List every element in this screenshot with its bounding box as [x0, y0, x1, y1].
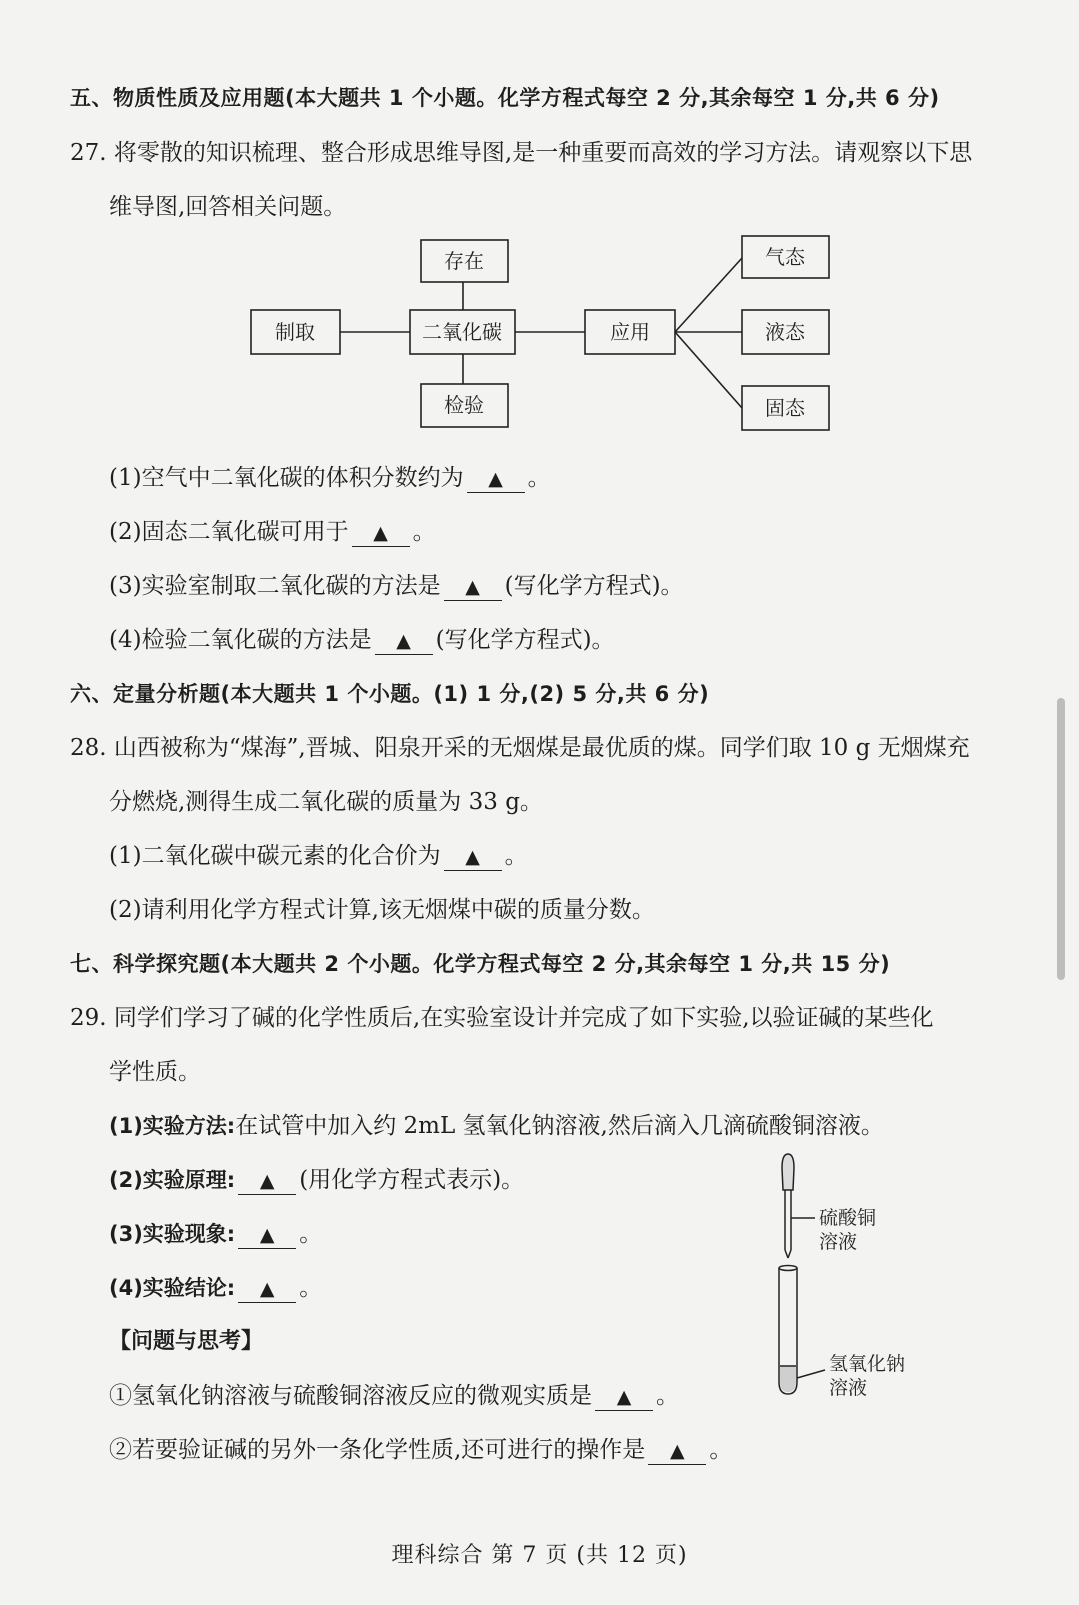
q29-think-1: ①氢氧化钠溶液与硫酸铜溶液反应的微观实质是 ▲ 。	[109, 1383, 679, 1409]
answer-blank: ▲	[444, 573, 502, 601]
dropper-label-line1: 硫酸铜	[819, 1207, 877, 1229]
answer-blank: ▲	[238, 1221, 296, 1249]
q29-part3: (3)实验现象: ▲ 。	[109, 1221, 323, 1247]
tube-label-line1: 氢氧化钠	[829, 1353, 906, 1375]
answer-blank: ▲	[444, 843, 502, 871]
answer-blank: ▲	[595, 1383, 653, 1411]
q27-part4: (4)检验二氧化碳的方法是 ▲ (写化学方程式)。	[109, 627, 615, 653]
vertical-scrollbar[interactable]	[1057, 698, 1065, 980]
tube-label-line2: 溶液	[829, 1377, 868, 1399]
q29-stem-line2: 学性质。	[109, 1059, 201, 1085]
section-7-title: 七、科学探究题(本大题共 2 个小题。化学方程式每空 2 分,其余每空 1 分,共 15 分)	[70, 952, 891, 976]
co2-mind-map	[0, 232, 1079, 442]
q29-part2: (2)实验原理: ▲ (用化学方程式表示)。	[109, 1167, 525, 1193]
q28-stem-line2: 分燃烧,测得生成二氧化碳的质量为 33 g。	[109, 789, 543, 815]
mind-map-branch-label-1: 气态	[765, 245, 805, 269]
answer-blank: ▲	[648, 1437, 706, 1465]
answer-blank: ▲	[375, 627, 433, 655]
mind-map-left-label: 制取	[275, 320, 315, 344]
q28-stem-line1: 28. 山西被称为“煤海”,晋城、阳泉开采的无烟煤是最优质的煤。同学们取 10 g 无烟煤充	[70, 735, 970, 761]
q27-stem-line1: 27. 将零散的知识梳理、整合形成思维导图,是一种重要而高效的学习方法。请观察以下思	[70, 140, 973, 166]
q29-think-2: ②若要验证碱的另外一条化学性质,还可进行的操作是 ▲ 。	[109, 1437, 733, 1463]
dropper-label-line2: 溶液	[819, 1231, 858, 1253]
answer-blank: ▲	[238, 1275, 296, 1303]
test-tube-figure	[770, 1150, 970, 1420]
mind-map-right-label: 应用	[610, 320, 650, 344]
q29-part1: (1)实验方法:在试管中加入约 2mL 氢氧化钠溶液,然后滴入几滴硫酸铜溶液。	[109, 1113, 884, 1139]
q27-part1: (1)空气中二氧化碳的体积分数约为 ▲ 。	[109, 465, 551, 491]
q28-part1: (1)二氧化碳中碳元素的化合价为 ▲ 。	[109, 843, 528, 869]
answer-blank: ▲	[238, 1167, 296, 1195]
q29-part4: (4)实验结论: ▲ 。	[109, 1275, 323, 1301]
section-6-title: 六、定量分析题(本大题共 1 个小题。(1) 1 分,(2) 5 分,共 6 分)	[70, 682, 710, 706]
q29-think-title: 【问题与思考】	[109, 1329, 264, 1354]
answer-blank: ▲	[467, 465, 525, 493]
mind-map-branch-label-2: 液态	[765, 320, 805, 344]
answer-blank: ▲	[352, 519, 410, 547]
q27-part2: (2)固态二氧化碳可用于 ▲ 。	[109, 519, 436, 545]
q28-part2: (2)请利用化学方程式计算,该无烟煤中碳的质量分数。	[109, 897, 655, 923]
page-footer: 理科综合 第 7 页 (共 12 页)	[391, 1543, 688, 1568]
dropper-bulb	[782, 1154, 794, 1190]
q27-part3: (3)实验室制取二氧化碳的方法是 ▲ (写化学方程式)。	[109, 573, 684, 599]
mind-map-top-label: 存在	[444, 249, 484, 273]
mind-map-bottom-label: 检验	[444, 393, 484, 417]
section-5-title: 五、物质性质及应用题(本大题共 1 个小题。化学方程式每空 2 分,其余每空 1 分,共 6 分)	[70, 86, 940, 110]
mind-map-branch-label-3: 固态	[765, 396, 805, 420]
mind-map-center-label: 二氧化碳	[422, 320, 502, 344]
q29-stem-line1: 29. 同学们学习了碱的化学性质后,在实验室设计并完成了如下实验,以验证碱的某些化	[70, 1005, 934, 1031]
q27-stem-line2: 维导图,回答相关问题。	[109, 194, 347, 220]
